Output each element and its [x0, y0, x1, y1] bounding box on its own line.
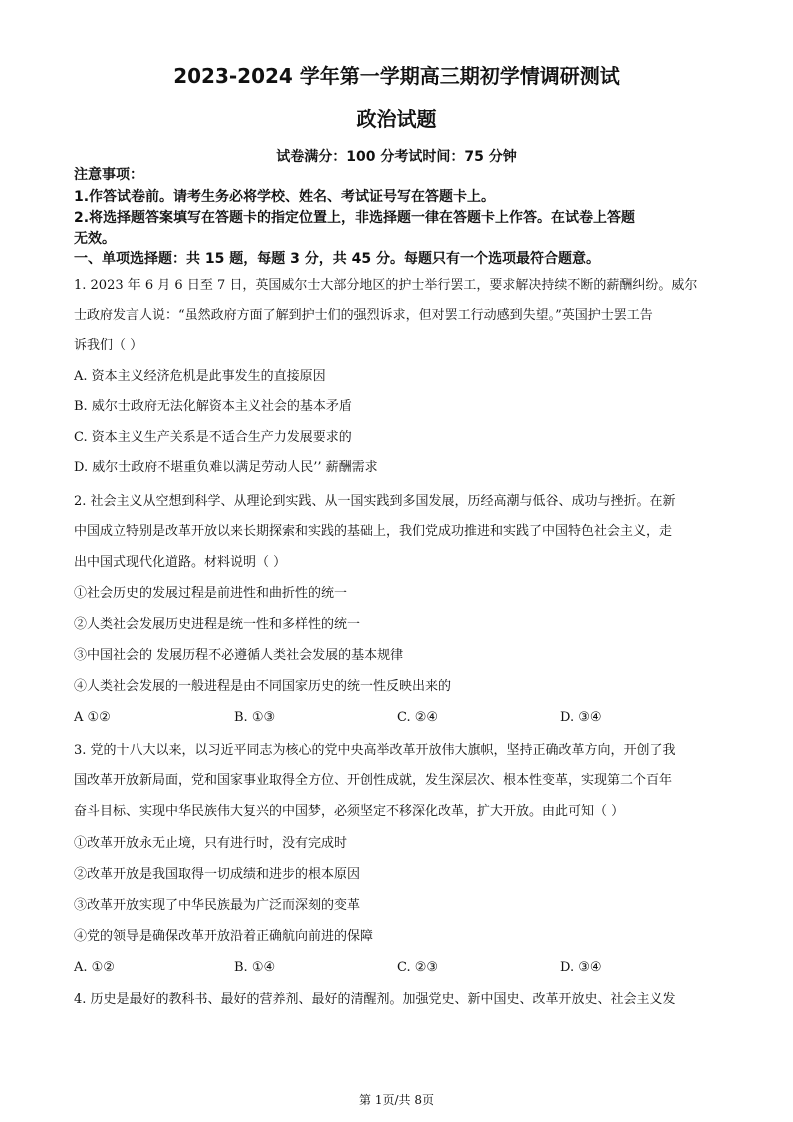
question-1-option-d: D. 威尔士政府不堪重负难以满足劳动人民’’ 薪酬需求: [74, 460, 378, 475]
page-number: 第 1页/共 8页: [359, 1093, 434, 1107]
question-2-statement: ③中国社会的 发展历程不必遵循人类社会发展的基本规律: [74, 648, 404, 663]
choice-b: B. ①③: [234, 710, 276, 725]
question-3-stem: 3. 党的十八大以来，以习近平同志为核心的党中央高举改革开放伟大旗帜，坚持正确改革方向，开创了我: [74, 743, 676, 758]
question-3-stem: 国改革开放新局面，党和国家事业取得全方位、开创性成就，发生深层次、根本性变革，实现第二个百年: [74, 773, 673, 788]
question-2-stem: 出中国式现代化道路。材料说明（ ）: [74, 555, 287, 570]
notice-item: 2.将选择题答案填写在答题卡的指定位置上，非选择题一律在答题卡上作答。在试卷上答题: [74, 210, 636, 226]
notice-item: 1.作答试卷前。请考生务必将学校、姓名、考试证号写在答题卡上。: [74, 189, 496, 205]
question-2-statement: ④人类社会发展的一般进程是由不同国家历史的统一性反映出来的: [74, 679, 452, 694]
choice-c: C. ②③: [397, 960, 439, 975]
choice-d: D. ③④: [560, 960, 602, 975]
question-2-statement: ②人类社会发展历史进程是统一性和多样性的统一: [74, 617, 361, 632]
question-1-stem: 1. 2023 年 6 月 6 日至 7 日，英国威尔士大部分地区的护士举行罢工，要求解决持续不断的薪酬纠纷。威尔: [74, 278, 698, 293]
section-title: 一、单项选择题：共 15 题，每题 3 分，共 45 分。每题只有一个选项最符合题意。: [74, 251, 600, 267]
question-1-option-b: B. 威尔士政府无法化解资本主义社会的基本矛盾: [74, 399, 352, 414]
choice-a: A. ①②: [74, 960, 115, 975]
choice-d: D. ③④: [560, 710, 602, 725]
exam-title: 2023-2024 学年第一学期高三期初学情调研测试: [173, 64, 620, 88]
choice-a: A ①②: [74, 710, 111, 725]
question-4-stem: 4. 历史是最好的教科书、最好的营养剂、最好的清醒剂。加强党史、新中国史、改革开放史、社会主义发: [74, 992, 676, 1007]
question-2-stem: 中国成立特别是改革开放以来长期探索和实践的基础上，我们党成功推进和实践了中国特色社会主义，走: [74, 524, 673, 539]
exam-info: 试卷满分：100 分考试时间：75 分钟: [276, 149, 517, 165]
notice-item: 无效。: [74, 231, 116, 247]
question-1-option-a: A. 资本主义经济危机是此事发生的直接原因: [74, 369, 326, 384]
notice-heading: 注意事项：: [74, 167, 144, 183]
question-2-stem: 2. 社会主义从空想到科学、从理论到实践、从一国实践到多国发展，历经高潮与低谷、成功与挫折。在新: [74, 494, 676, 509]
question-2-statement: ①社会历史的发展过程是前进性和曲折性的统一: [74, 586, 348, 601]
question-1-stem: 诉我们（ ）: [74, 338, 144, 353]
question-3-statement: ④党的领导是确保改革开放沿着正确航向前进的保障: [74, 929, 374, 944]
subject-title: 政治试题: [356, 107, 437, 131]
question-3-statement: ②改革开放是我国取得一切成绩和进步的根本原因: [74, 867, 361, 882]
choice-b: B. ①④: [234, 960, 276, 975]
question-1-option-c: C. 资本主义生产关系是不适合生产力发展要求的: [74, 430, 352, 445]
question-3-stem: 奋斗目标、实现中华民族伟大复兴的中国梦，必须坚定不移深化改革，扩大开放。由此可知（ ）: [74, 804, 625, 819]
question-3-statement: ③改革开放实现了中华民族最为广泛而深刻的变革: [74, 898, 361, 913]
question-1-stem: 士政府发言人说：“虽然政府方面了解到护士们的强烈诉求，但对罢工行动感到失望。”英国护士罢工告: [74, 308, 653, 323]
question-3-statement: ①改革开放永无止境，只有进行时，没有完成时: [74, 836, 348, 851]
choice-c: C. ②④: [397, 710, 439, 725]
